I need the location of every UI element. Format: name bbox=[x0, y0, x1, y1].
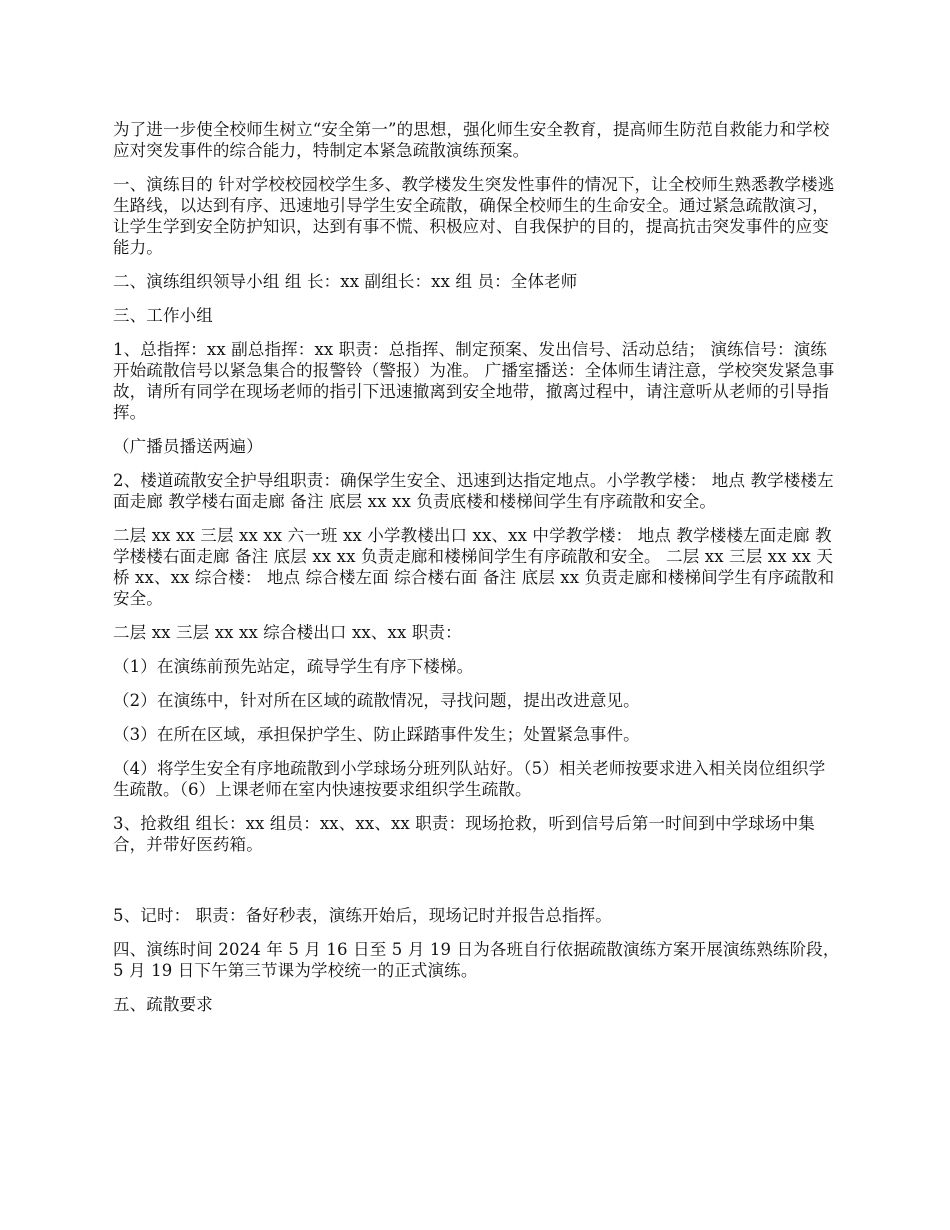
paragraph-timekeeper: 5、记时： 职责：备好秒表，演练开始后，现场记时并报告总指挥。 bbox=[113, 906, 612, 925]
paragraph-duty-2: （2）在演练中，针对所在区域的疏散情况，寻找问题，提出改进意见。 bbox=[113, 691, 640, 710]
paragraph-duty-3: （3）在所在区域，承担保护学生、防止踩踏事件发生；处置紧急事件。 bbox=[113, 725, 640, 744]
paragraph-commander: 1、总指挥：xx 副总指挥：xx 职责：总指挥、制定预案、发出信号、活动总结； 演练信号：演练开始疏散信号以紧急集合的报警铃（警报）为准。 广播室播送：全体师生请注意，学校突发紧急事故，请所有同学在现场老师的指引下迅速撤离到安全地带，撤离过程中，请注意听从老师的引导指挥。 bbox=[113, 340, 835, 422]
paragraph-work-group-heading: 三、工作小组 bbox=[113, 306, 213, 325]
paragraph-duty-4-6: （4）将学生安全有序地疏散到小学球场分班列队站好。（5）相关老师按要求进入相关岗位组织学生疏散。（6）上课老师在室内快速按要求组织学生疏散。 bbox=[113, 759, 826, 799]
paragraph-intro: 为了进一步使全校师生树立“安全第一”的思想，强化师生安全教育，提高师生防范自救能力和学校应对突发事件的综合能力，特制定本紧急疏散演练预案。 bbox=[113, 120, 830, 160]
blank-gap bbox=[113, 868, 840, 905]
paragraph-drill-purpose: 一、演练目的 针对学校校园校学生多、教学楼发生突发性事件的情况下，让全校师生熟悉教学楼逃生路线，以达到有序、迅速地引导学生安全疏散，确保全校师生的生命安全。通过紧急疏散演习，让学生学到安全防护知识，达到有事不慌、积极应对、自我保护的目的，提高抗击突发事件的应变能力。 bbox=[113, 175, 835, 257]
paragraph-duty-1: （1）在演练前预先站定，疏导学生有序下楼梯。 bbox=[113, 657, 474, 676]
paragraph-corridor-guard: 2、楼道疏散安全护导组职责：确保学生安全、迅速到达指定地点。小学教学楼： 地点 教学楼楼左面走廊 教学楼右面走廊 备注 底层 xx xx 负责底楼和楼梯间学生有序疏散和安全。 bbox=[113, 471, 834, 511]
paragraph-rescue-group: 3、抢救组 组长：xx 组员：xx、xx、xx 职责：现场抢救，听到信号后第一时间到中学球场中集合，并带好医药箱。 bbox=[113, 814, 815, 854]
paragraph-leadership-group: 二、演练组织领导小组 组 长：xx 副组长：xx 组 员：全体老师 bbox=[113, 272, 578, 291]
paragraph-broadcast-twice: （广播员播送两遍） bbox=[113, 437, 263, 456]
paragraph-floor-assignments: 二层 xx xx 三层 xx xx 六一班 xx 小学教楼出口 xx、xx 中学教学楼： 地点 教学楼楼左面走廊 教学楼楼右面走廊 备注 底层 xx xx 负责走廊和楼梯间学生有序疏散和安全。 二层 xx 三层 xx xx 天桥 xx、xx 综合楼： 地点 综合楼左面 综合楼右面 备注 底层 xx 负责走廊和楼梯间学生有序疏散和安全。 bbox=[113, 526, 835, 608]
paragraph-complex-exit: 二层 xx 三层 xx xx 综合楼出口 xx、xx 职责： bbox=[113, 623, 462, 642]
paragraph-drill-time: 四、演练时间 2024 年 5 月 16 日至 5 月 19 日为各班自行依据疏散演练方案开展演练熟练阶段，5 月 19 日下午第三节课为学校统一的正式演练。 bbox=[113, 940, 840, 980]
paragraph-evacuation-requirements: 五、疏散要求 bbox=[113, 995, 213, 1014]
